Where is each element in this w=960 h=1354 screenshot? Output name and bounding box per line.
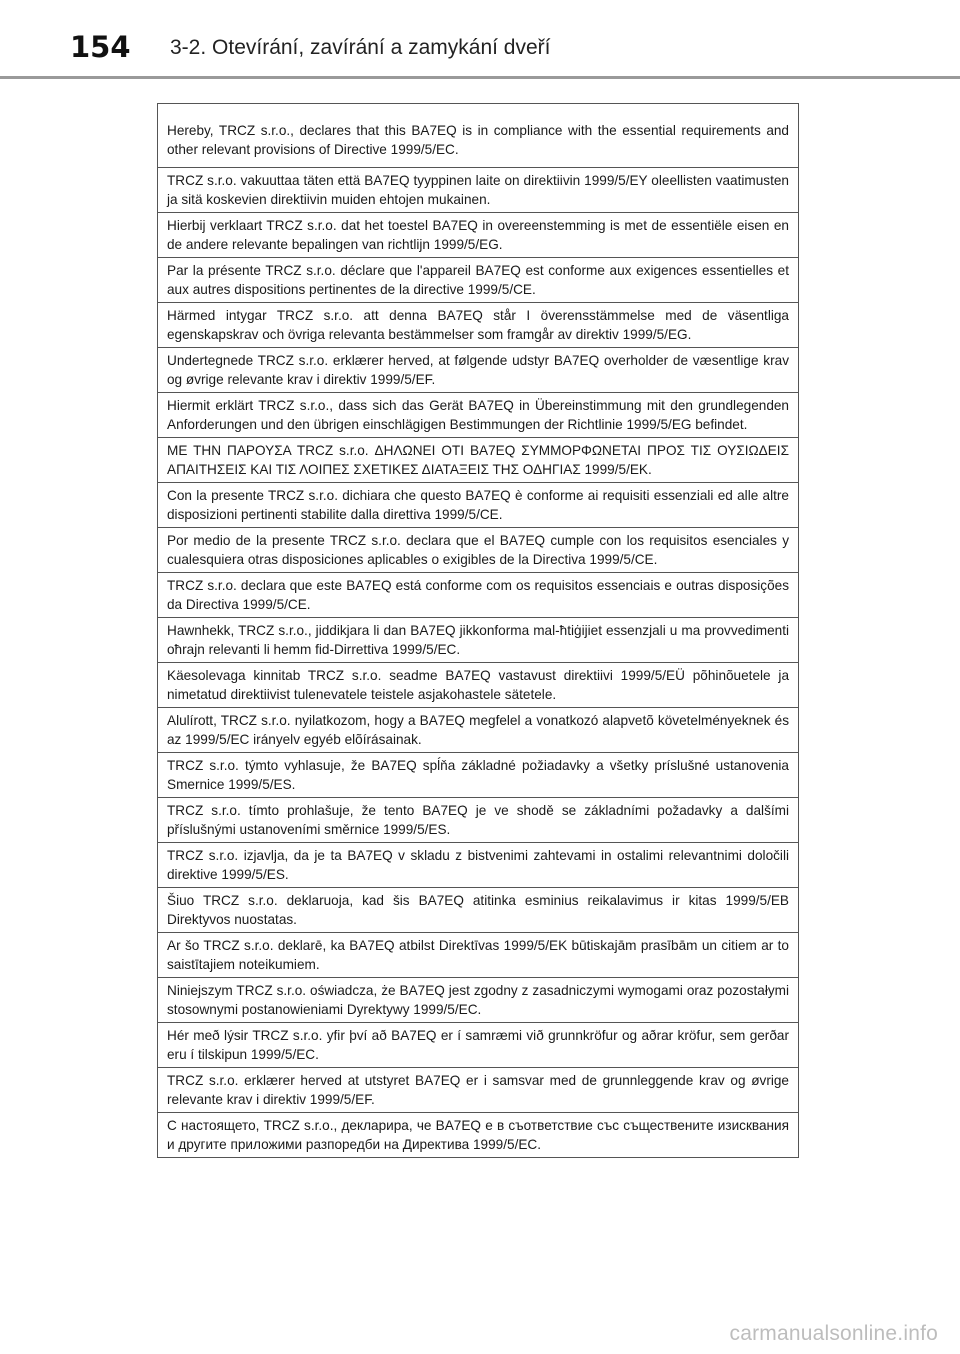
declaration-row-estonian: Käesolevaga kinnitab TRCZ s.r.o. seadme BA7EQ vastavust direktiivi 1999/5/EÜ põhinõuetele ja nimetatud direktiivist tulenevatele teistele asjakohastele sätetele. (158, 663, 798, 708)
declaration-row-slovenian: TRCZ s.r.o. izjavlja, da je ta BA7EQ v skladu z bistvenimi zahtevami in ostalimi relevantnimi določili direktive 1999/5/ES. (158, 843, 798, 888)
declaration-row-bulgarian: С настоящето, TRCZ s.r.o., декларира, че BA7EQ е в съответствие със съществените изисквания и другите приложими разпоредби на Директива 1999/5/ЕС. (158, 1113, 798, 1158)
declaration-row-italian: Con la presente TRCZ s.r.o. dichiara che questo BA7EQ è conforme ai requisiti essenziali ed alle altre disposizioni pertinenti stabilite dalla direttiva 1999/5/CE. (158, 483, 798, 528)
declaration-row-hungarian: Alulírott, TRCZ s.r.o. nyilatkozom, hogy a BA7EQ megfelel a vonatkozó alapvetõ követelményeknek és az 1999/5/EC irányelv egyéb elõírásainak. (158, 708, 798, 753)
declaration-row-slovak: TRCZ s.r.o. týmto vyhlasuje, že BA7EQ spĺňa základné požiadavky a všetky príslušné ustanovenia Smernice 1999/5/ES. (158, 753, 798, 798)
section-title: 3-2. Otevírání, zavírání a zamykání dveří (170, 36, 551, 59)
declaration-table (157, 103, 799, 1158)
header-rule (0, 76, 960, 79)
declaration-row-english: Hereby, TRCZ s.r.o., declares that this BA7EQ is in compliance with the essential requirements and other relevant provisions of Directive 1999/5/EC. (158, 104, 798, 168)
declaration-row-icelandic: Hér með lýsir TRCZ s.r.o. yfir því að BA7EQ er í samræmi við grunnkröfur og aðrar kröfur, sem gerðar eru í tilskipun 1999/5/EC. (158, 1023, 798, 1068)
page-header (0, 0, 960, 80)
declaration-row-german: Hiermit erklärt TRCZ s.r.o., dass sich das Gerät BA7EQ in Übereinstimmung mit den grundlegenden Anforderungen und den übrigen einschlägigen Bestimmungen der Richtlinie 1999/5/EG befindet. (158, 393, 798, 438)
watermark-text: carmanualsonline.info (729, 1322, 938, 1345)
declaration-row-spanish: Por medio de la presente TRCZ s.r.o. declara que el BA7EQ cumple con los requisitos esenciales y cualesquiera otras disposiciones aplicables o exigibles de la Directiva 1999/5/CE. (158, 528, 798, 573)
declaration-row-norwegian: TRCZ s.r.o. erklærer herved at utstyret BA7EQ er i samsvar med de grunnleggende krav og øvrige relevante krav i direktiv 1999/5/EF. (158, 1068, 798, 1113)
declaration-row-portuguese: TRCZ s.r.o. declara que este BA7EQ está conforme com os requisitos essenciais e outras disposições da Directiva 1999/5/CE. (158, 573, 798, 618)
declaration-row-danish: Undertegnede TRCZ s.r.o. erklærer herved, at følgende udstyr BA7EQ overholder de væsentlige krav og øvrige relevante krav i direktiv 1999/5/EF. (158, 348, 798, 393)
declaration-row-finnish: TRCZ s.r.o. vakuuttaa täten että BA7EQ tyyppinen laite on direktiivin 1999/5/EY oleellisten vaatimusten ja sitä koskevien direktiivin muiden ehtojen mukainen. (158, 168, 798, 213)
declaration-row-dutch: Hierbij verklaart TRCZ s.r.o. dat het toestel BA7EQ in overeenstemming is met de essentiële eisen en de andere relevante bepalingen van richtlijn 1999/5/EG. (158, 213, 798, 258)
declaration-row-french: Par la présente TRCZ s.r.o. déclare que l'appareil BA7EQ est conforme aux exigences essentielles et aux autres dispositions pertinentes de la directive 1999/5/CE. (158, 258, 798, 303)
declaration-row-polish: Niniejszym TRCZ s.r.o. oświadcza, że BA7EQ jest zgodny z zasadniczymi wymogami oraz pozostałymi stosownymi postanowieniami Dyrektywy 1999/5/EC. (158, 978, 798, 1023)
declaration-row-czech: TRCZ s.r.o. tímto prohlašuje, že tento BA7EQ je ve shodě se základními požadavky a dalšími příslušnými ustanoveními směrnice 1999/5/ES. (158, 798, 798, 843)
declaration-row-swedish: Härmed intygar TRCZ s.r.o. att denna BA7EQ står I överensstämmelse med de väsentliga egenskapskrav och övriga relevanta bestämmelser som framgår av direktiv 1999/5/EG. (158, 303, 798, 348)
page-number: 154 (70, 30, 131, 64)
declaration-row-greek: ΜΕ ΤΗΝ ΠΑΡΟΥΣΑ TRCZ s.r.o. ΔΗΛΩΝΕΙ ΟΤΙ BA7EQ ΣΥΜΜΟΡΦΩΝΕΤΑΙ ΠΡΟΣ ΤΙΣ ΟΥΣΙΩΔΕΙΣ ΑΠΑΙΤΗΣΕΙΣ ΚΑΙ ΤΙΣ ΛΟΙΠΕΣ ΣΧΕΤΙΚΕΣ ΔΙΑΤΑΞΕΙΣ ΤΗΣ ΟΔΗΓΙΑΣ 1999/5/ΕΚ. (158, 438, 798, 483)
declaration-row-latvian: Ar šo TRCZ s.r.o. deklarē, ka BA7EQ atbilst Direktīvas 1999/5/EK būtiskajām prasībām un citiem ar to saistītajiem noteikumiem. (158, 933, 798, 978)
declaration-row-maltese: Hawnhekk, TRCZ s.r.o., jiddikjara li dan BA7EQ jikkonforma mal-ħtiġijiet essenzjali u ma provvedimenti oħrajn relevanti li hemm fid-Dirrettiva 1999/5/EC. (158, 618, 798, 663)
declaration-row-lithuanian: Šiuo TRCZ s.r.o. deklaruoja, kad šis BA7EQ atitinka esminius reikalavimus ir kitas 1999/5/EB Direktyvos nuostatas. (158, 888, 798, 933)
